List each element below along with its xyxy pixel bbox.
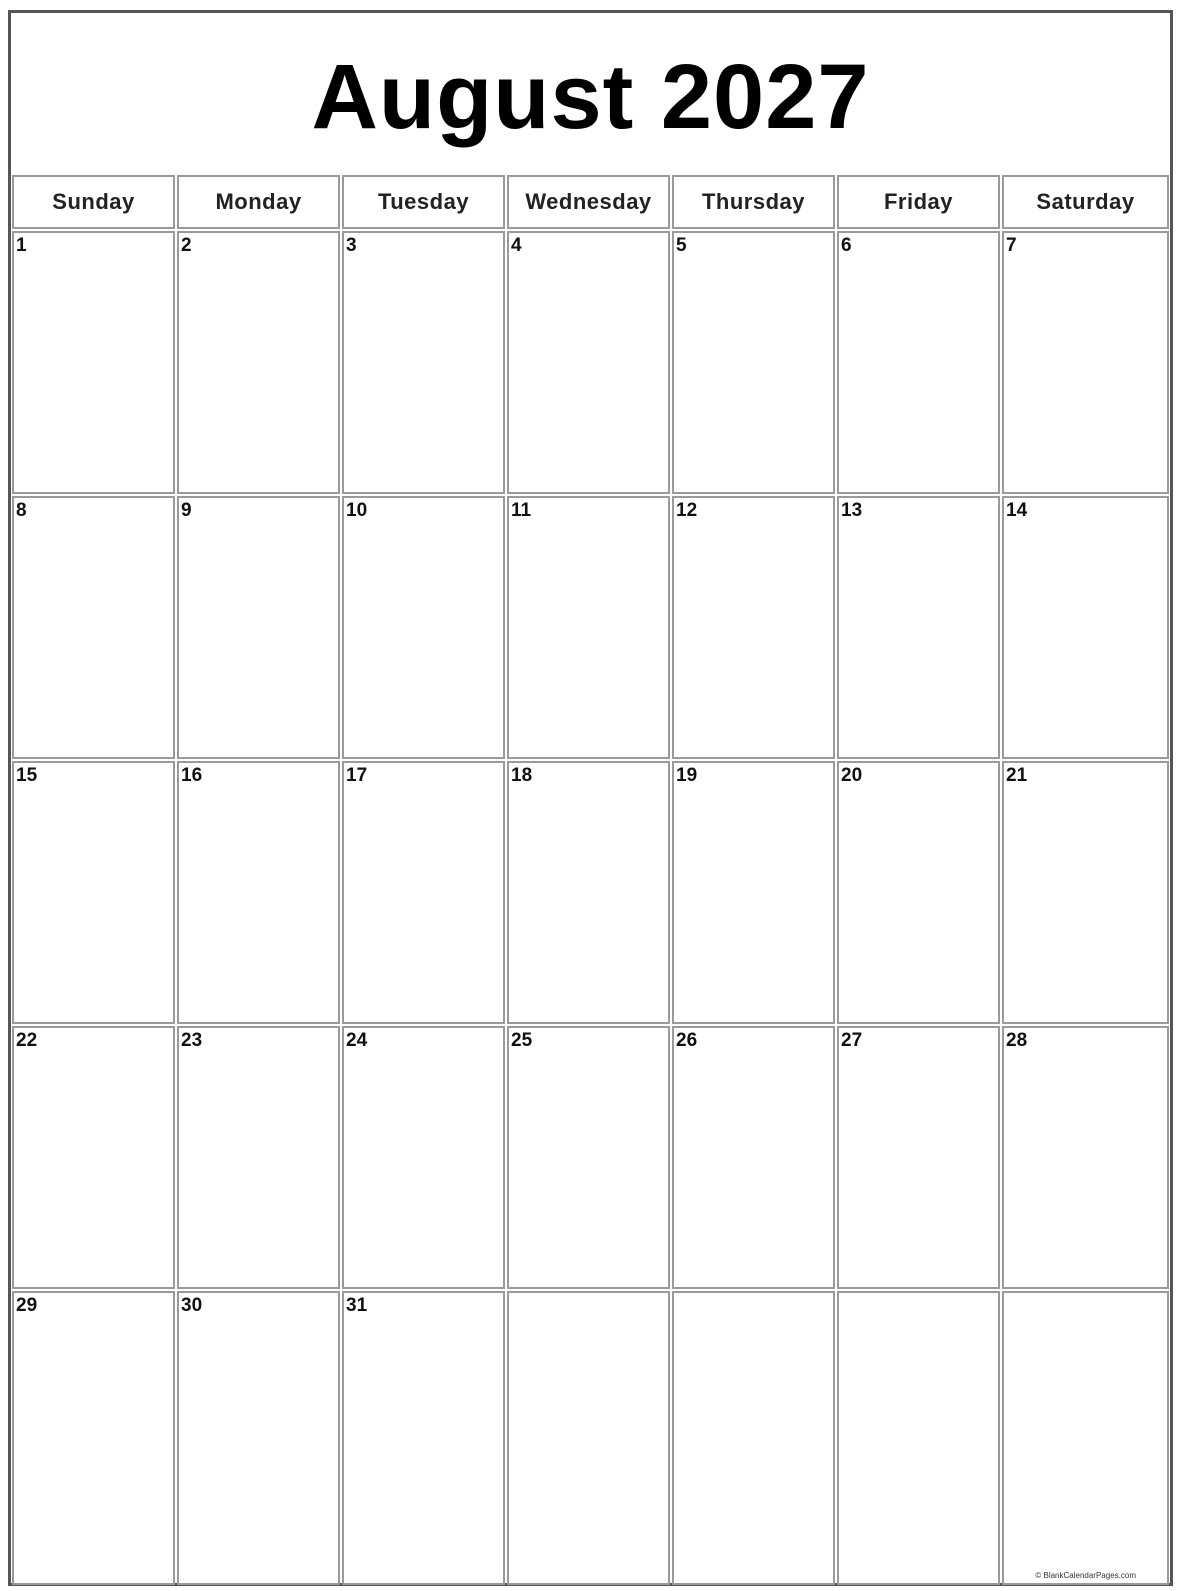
calendar-grid [11, 174, 1170, 1586]
day-number: 17 [346, 765, 368, 786]
day-cell [177, 1026, 340, 1289]
day-number: 3 [346, 235, 357, 256]
day-number: 21 [1006, 765, 1028, 786]
weekday-header-monday: Monday [177, 175, 340, 229]
day-cell [507, 496, 670, 759]
day-number: 26 [676, 1030, 698, 1051]
day-number: 18 [511, 765, 533, 786]
day-cell [837, 496, 1000, 759]
day-cell [507, 1026, 670, 1289]
day-number: 5 [676, 235, 687, 256]
day-number: 15 [16, 765, 38, 786]
day-cell [672, 1291, 835, 1585]
day-cell [12, 496, 175, 759]
day-number: 28 [1006, 1030, 1028, 1051]
day-cell [837, 1291, 1000, 1585]
day-number: 25 [511, 1030, 533, 1051]
day-cell [342, 1291, 505, 1585]
day-cell [177, 231, 340, 494]
day-number: 23 [181, 1030, 203, 1051]
title-header [11, 13, 1170, 176]
day-cell [12, 1291, 175, 1585]
day-number: 12 [676, 500, 698, 521]
day-number: 11 [511, 500, 532, 521]
day-number: 31 [346, 1295, 368, 1316]
day-cell [507, 761, 670, 1024]
copyright-credit: © BlankCalendarPages.com [1035, 1571, 1136, 1580]
weekday-header-wednesday: Wednesday [507, 175, 670, 229]
day-number: 10 [346, 500, 368, 521]
calendar-page [8, 10, 1173, 1586]
day-cell [672, 496, 835, 759]
weekday-header-sunday: Sunday [12, 175, 175, 229]
day-cell [837, 231, 1000, 494]
day-number: 13 [841, 500, 863, 521]
day-cell [12, 231, 175, 494]
day-number: 24 [346, 1030, 368, 1051]
day-cell [12, 1026, 175, 1289]
day-number: 9 [181, 500, 192, 521]
day-number: 20 [841, 765, 863, 786]
day-cell [1002, 496, 1169, 759]
day-cell [342, 761, 505, 1024]
day-number: 27 [841, 1030, 863, 1051]
day-cell [342, 231, 505, 494]
day-cell [672, 231, 835, 494]
weekday-header-saturday: Saturday [1002, 175, 1169, 229]
day-number: 14 [1006, 500, 1028, 521]
day-cell [342, 496, 505, 759]
day-cell [672, 1026, 835, 1289]
day-cell [507, 231, 670, 494]
weekday-header-tuesday: Tuesday [342, 175, 505, 229]
day-cell [177, 496, 340, 759]
day-cell [837, 1026, 1000, 1289]
day-number: 19 [676, 765, 698, 786]
day-cell [672, 761, 835, 1024]
day-number: 4 [511, 235, 522, 256]
weekday-header-friday: Friday [837, 175, 1000, 229]
day-cell [1002, 231, 1169, 494]
day-cell [177, 761, 340, 1024]
day-cell [1002, 1291, 1169, 1585]
day-cell [177, 1291, 340, 1585]
day-number: 30 [181, 1295, 203, 1316]
calendar-title: August 2027 [311, 45, 870, 148]
weekday-header-thursday: Thursday [672, 175, 835, 229]
day-number: 2 [181, 235, 192, 256]
day-number: 16 [181, 765, 203, 786]
day-cell [1002, 1026, 1169, 1289]
day-number: 1 [16, 235, 27, 256]
day-number: 22 [16, 1030, 38, 1051]
day-cell [342, 1026, 505, 1289]
day-number: 8 [16, 500, 27, 521]
day-cell [12, 761, 175, 1024]
day-number: 6 [841, 235, 852, 256]
day-number: 7 [1006, 235, 1017, 256]
day-cell [507, 1291, 670, 1585]
day-cell [1002, 761, 1169, 1024]
day-cell [837, 761, 1000, 1024]
day-number: 29 [16, 1295, 38, 1316]
